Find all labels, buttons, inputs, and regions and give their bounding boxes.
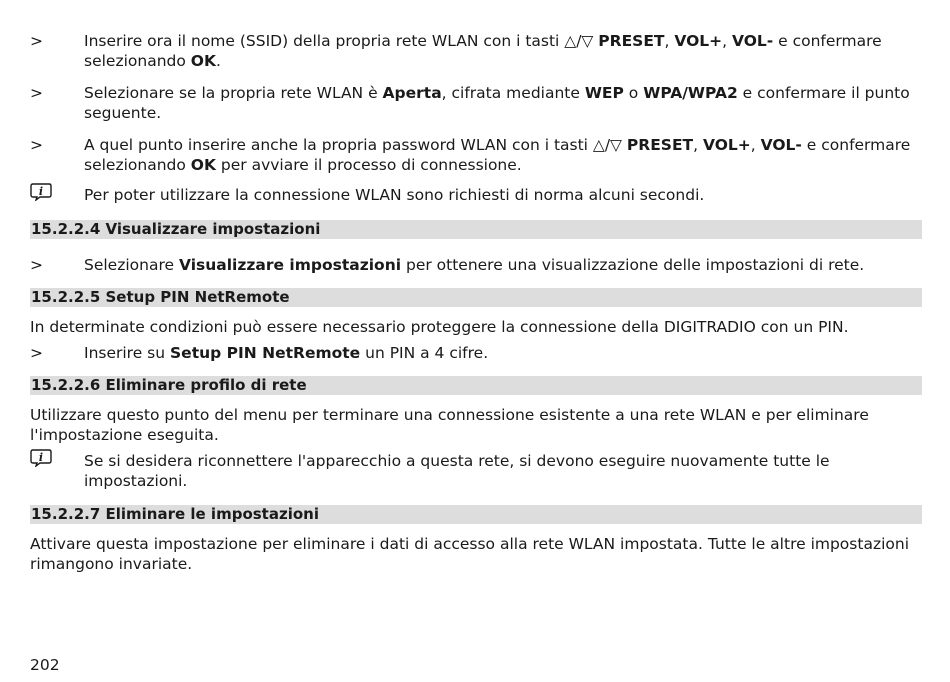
step-marker: > (30, 84, 43, 102)
text-run: . (215, 52, 221, 70)
step-enter-password (30, 135, 920, 175)
bold-term: PRESET (626, 136, 694, 154)
step-text (84, 83, 920, 123)
text-run: , (722, 32, 732, 50)
step-marker: > (30, 344, 43, 362)
text-run: , (693, 136, 703, 154)
bold-term: Visualizzare impostazioni (178, 256, 402, 274)
step-select-encryption (30, 83, 920, 123)
bold-term: Aperta (382, 84, 442, 102)
step-enter-ssid (30, 31, 920, 71)
bold-term: WPA/WPA2 (643, 84, 738, 102)
info-note-icon (30, 449, 52, 467)
svg-text:i: i (38, 451, 44, 464)
section-7-intro: Attivare questa impostazione per eliminare i dati di accesso alla rete WLAN impostata. Tutte le altre impostazioni rimangono invariate. (30, 535, 909, 573)
text-run: Inserire ora il nome (SSID) della propria rete WLAN con i tasti △/▽ (84, 32, 599, 50)
text-run: , cifrata mediante (441, 84, 585, 102)
step-text (84, 343, 920, 363)
bold-term: VOL+ (674, 32, 723, 50)
text-run: o (623, 84, 644, 102)
info-note-icon (30, 183, 52, 201)
note-reconnect (30, 451, 920, 491)
bold-term: VOL- (760, 136, 802, 154)
step-setup-pin (30, 343, 920, 363)
section-heading-eliminare-profilo: 15.2.2.6 Eliminare profilo di rete (30, 376, 922, 395)
page-number: 202 (30, 656, 60, 674)
text-run: , (664, 32, 675, 50)
text-run: e confermare il punto seguente. (84, 84, 910, 122)
text-run: Inserire su (84, 344, 171, 362)
svg-text:i: i (38, 185, 44, 198)
note-text: Per poter utilizzare la connessione WLAN sono richiesti di norma alcuni secondi. (84, 186, 705, 204)
bold-term: OK (190, 156, 216, 174)
step-marker: > (30, 32, 43, 50)
text-run: e confermare selezionando (84, 136, 911, 174)
bold-term: WEP (584, 84, 624, 102)
section-6-intro: Utilizzare questo punto del menu per terminare una connessione esistente a una rete WLAN e per eliminare l'impostazione eseguita. (30, 406, 869, 444)
text-run: Selezionare se la propria rete WLAN è (84, 84, 383, 102)
text-run: Selezionare (84, 256, 179, 274)
note-connection-time (30, 185, 920, 205)
section-heading-visualizzare: 15.2.2.4 Visualizzare impostazioni (30, 220, 922, 239)
text-run: per avviare il processo di connessione. (215, 156, 522, 174)
step-text (84, 255, 920, 275)
step-text (84, 135, 920, 175)
section-5-intro: In determinate condizioni può essere necessario proteggere la connessione della DIGITRADIO con un PIN. (30, 318, 849, 336)
step-marker: > (30, 136, 43, 154)
section-heading-setup-pin: 15.2.2.5 Setup PIN NetRemote (30, 288, 922, 307)
step-visualizzare (30, 255, 920, 275)
section-heading-eliminare-impostazioni: 15.2.2.7 Eliminare le impostazioni (30, 505, 922, 524)
note-text: Se si desidera riconnettere l'apparecchio a questa rete, si devono eseguire nuovamente tutte le impostazioni. (84, 452, 830, 490)
text-run: un PIN a 4 cifre. (360, 344, 489, 362)
bold-term: OK (190, 52, 216, 70)
bold-term: VOL+ (703, 136, 751, 154)
text-run: e confermare selezionando (84, 32, 882, 70)
text-run: , (750, 136, 761, 154)
bold-term: PRESET (598, 32, 665, 50)
bold-term: Setup PIN NetRemote (170, 344, 361, 362)
text-run: A quel punto inserire anche la propria password WLAN con i tasti △/▽ (84, 136, 627, 154)
bold-term: VOL- (731, 32, 774, 50)
step-marker: > (30, 256, 43, 274)
step-text (84, 31, 920, 71)
text-run: per ottenere una visualizzazione delle impostazioni di rete. (401, 256, 865, 274)
